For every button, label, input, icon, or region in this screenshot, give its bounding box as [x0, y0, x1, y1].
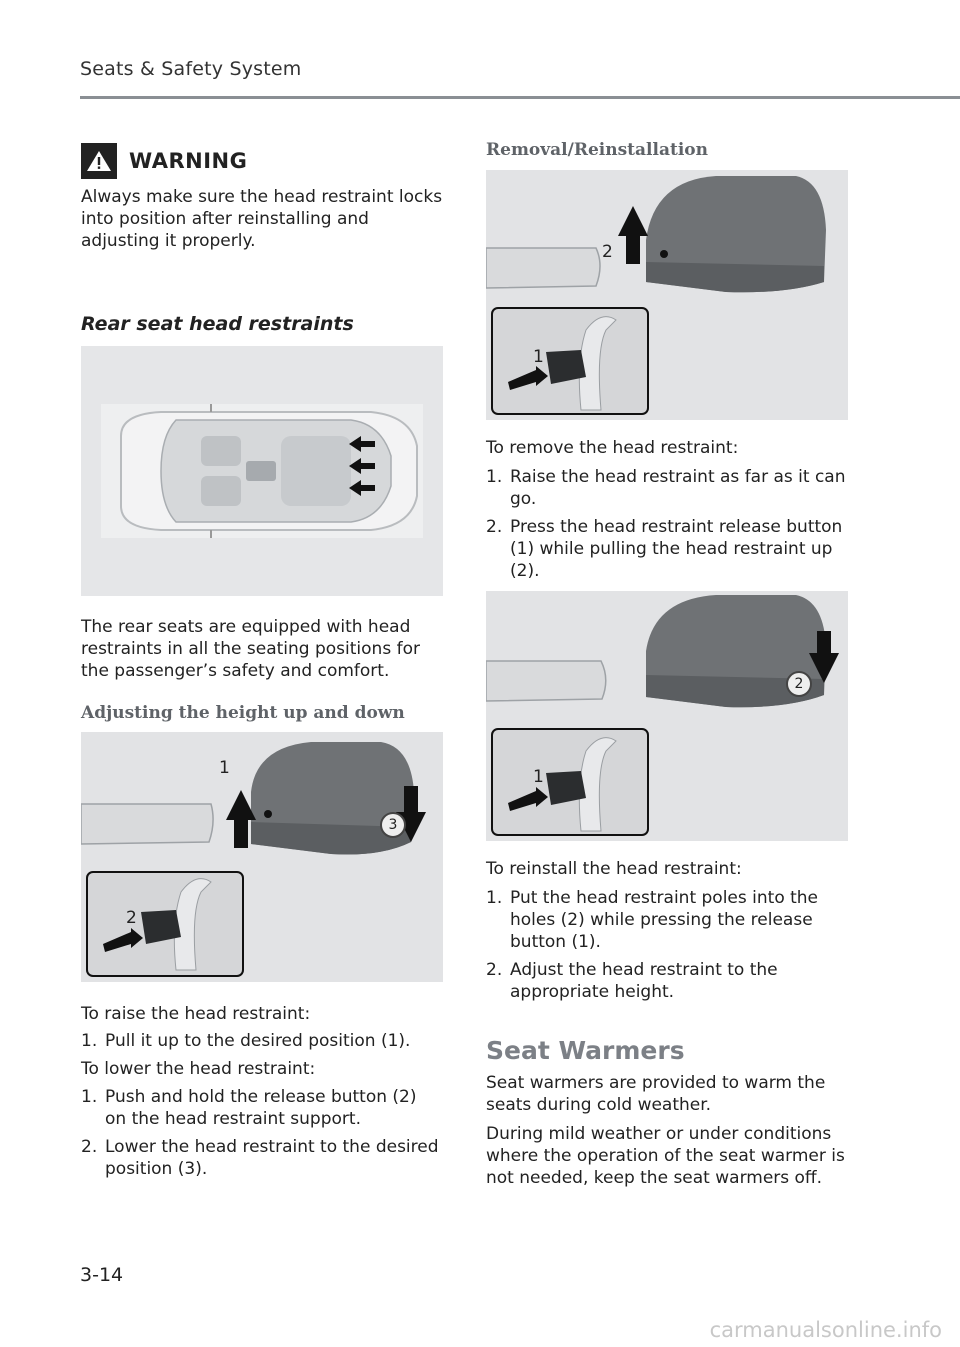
- remove-intro: To remove the head restraint:: [486, 438, 739, 458]
- callout-1: 1: [533, 767, 544, 787]
- reinstall-figure: [486, 591, 848, 841]
- rear-seat-heading: Rear seat head restraints: [81, 313, 354, 335]
- car-top-view-figure: [81, 346, 443, 596]
- callout-2: 2: [602, 242, 613, 262]
- raise-intro: To raise the head restraint:: [81, 1004, 311, 1024]
- list-item: 2. Adjust the head restraint to the appropriate height.: [486, 960, 778, 1002]
- page-header: Seats & Safety System: [80, 58, 302, 80]
- warning-triangle-icon: [81, 143, 117, 179]
- list-item: 1. Push and hold the release button (2) on the head restraint support.: [81, 1087, 417, 1129]
- page-number: 3-14: [80, 1264, 124, 1286]
- list-item: 2. Press the head restraint release button (1) while pulling the head restraint up (2).: [486, 517, 843, 581]
- callout-3: 3: [380, 812, 406, 838]
- seat-warmers-para1: Seat warmers are provided to warm the seats during cold weather.: [486, 1073, 826, 1115]
- rear-seat-arrows: [347, 434, 377, 500]
- watermark: carmanualsonline.info: [709, 1318, 942, 1342]
- warning-label: WARNING: [129, 149, 248, 173]
- lower-intro: To lower the head restraint:: [81, 1059, 316, 1079]
- reinstall-intro: To reinstall the head restraint:: [486, 859, 742, 879]
- header-divider: [80, 96, 960, 99]
- list-item: 1. Pull it up to the desired position (1).: [81, 1031, 411, 1051]
- callout-2: 2: [786, 671, 812, 697]
- list-item: 1. Raise the head restraint as far as it can go.: [486, 467, 846, 509]
- callout-1: 1: [533, 347, 544, 367]
- removal-heading: Removal/Reinstallation: [486, 140, 708, 160]
- callout-2: 2: [126, 908, 137, 928]
- list-item: 2. Lower the head restraint to the desired position (3).: [81, 1137, 439, 1179]
- adjusting-height-figure: [81, 732, 443, 982]
- callout-1: 1: [219, 758, 230, 778]
- warning-text: Always make sure the head restraint locks into position after reinstalling and adjusting it properly.: [81, 187, 443, 251]
- adjusting-heading: Adjusting the height up and down: [81, 703, 405, 723]
- list-item: 1. Put the head restraint poles into the holes (2) while pressing the release button (1).: [486, 888, 819, 952]
- seat-warmers-heading: Seat Warmers: [486, 1036, 685, 1065]
- seat-warmers-para2: During mild weather or under conditions where the operation of the seat warmer is not needed, keep the seat warmers off.: [486, 1124, 845, 1188]
- removal-figure: [486, 170, 848, 420]
- rear-seat-text: The rear seats are equipped with head restraints in all the seating positions for the passenger’s safety and comfort.: [81, 617, 420, 681]
- warning-heading: [81, 143, 247, 179]
